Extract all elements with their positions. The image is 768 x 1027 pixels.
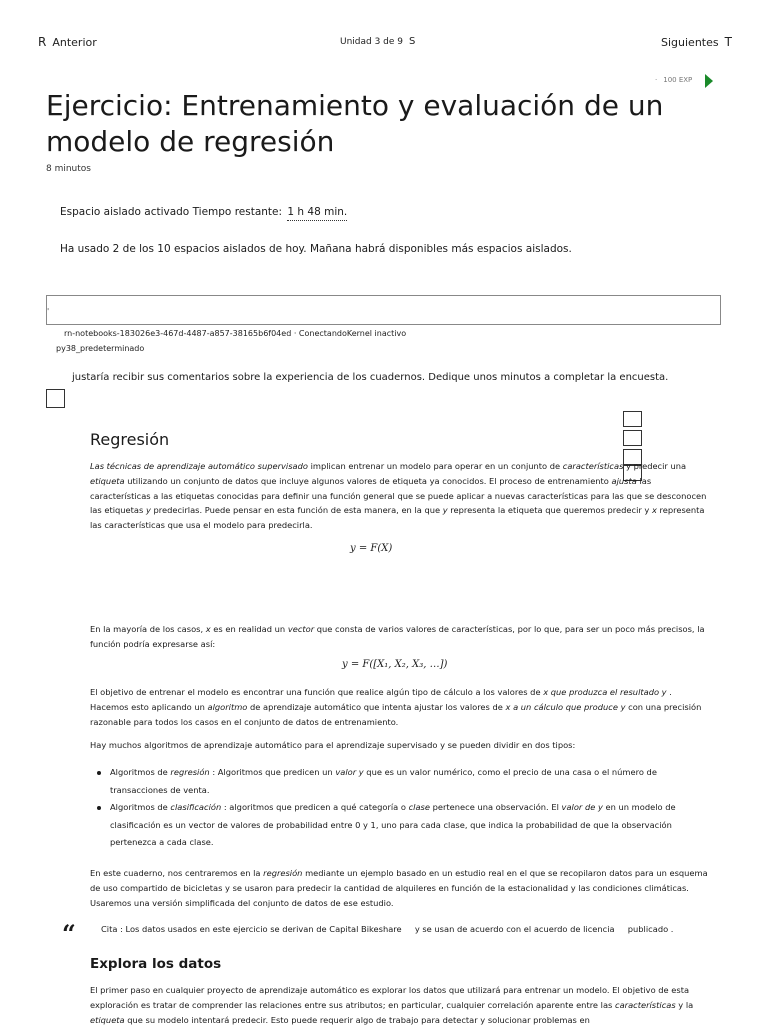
quote-icon: “ (62, 919, 76, 948)
regression-paragraph-4: Hay muchos algoritmos de aprendizaje automático para el aprendizaje supervisado y se pueden dividir en dos tipos: (90, 740, 576, 750)
duration: 8 minutos (46, 164, 91, 174)
explore-paragraph-1: El primer paso en cualquier proyecto de aprendizaje automático es explorar los datos que utilizará para entrenar un modelo. El objetivo de esta exploración es tratar de comprender las relaciones entre sus atributos; en particular, cualquier correlación aparente entre las características y la etiqueta que su modelo intentará predecir. Esto puede requerir algo de trabajo para detectar y solucionar problemas en (90, 985, 694, 1025)
previous-unit-link[interactable] (38, 35, 97, 49)
play-icon[interactable] (705, 74, 713, 88)
cell-toolbar-button-1[interactable] (623, 411, 642, 427)
regression-paragraph-1: Las técnicas de aprendizaje automático supervisado implican entrenar un modelo para operar en un conjunto de características y predecir una etiqueta utilizando un conjunto de datos que incluye algunos valores de etiqueta ya conocidos. El proceso de entrenamiento ajusta las características a las etiquetas conocidas para definir una función general que se puede aplicar a nuevas características para las que se desconocen las etiquetas y predecirlas. Puede pensar en esta función de esta manera, en la que y representa la etiqueta que queremos predecir y x representa las características que usa el modelo para predecirla. (90, 461, 707, 531)
citation-text: Cita : Los datos usados en este ejercicio se derivan de Capital Bikeshare y se usan de acuerdo con el acuerdo de licencia publicado . (101, 924, 674, 934)
sandbox-label: Espacio aislado activado Tiempo restante: (60, 206, 283, 218)
section-heading-explore: Explora los datos (90, 956, 222, 972)
regression-paragraph-5: En este cuaderno, nos centraremos en la regresión mediante un ejemplo basado en un estudio real en el que se recopilaron datos para un esquema de uso compartido de bicicletas y se usaron para predecir la cantidad de alquileres en función de la estacionalidad y las condiciones climáticas. Usaremos una versión simplificada del conjunto de datos de ese estudio. (90, 868, 708, 908)
algorithm-types-list (90, 764, 700, 852)
cell-checkbox[interactable] (46, 389, 65, 408)
unit-indicator[interactable] (340, 36, 415, 47)
exp-badge (655, 76, 692, 84)
formula-y-equals-f-x: y = F(X) (350, 543, 393, 554)
page-title: Ejercicio: Entrenamiento y evaluación de un modelo de regresión (46, 89, 664, 158)
next-unit-link[interactable] (661, 35, 732, 49)
chevron-right-icon: T (724, 35, 732, 49)
kernel-name: py38_predeterminado (56, 344, 145, 353)
formula-vector: y = F([X₁, X₂, X₃, …]) (342, 659, 448, 670)
notebook-path: rn-notebooks-183026e3-467d-4487-a857-38165b6f04ed · ConectandoKernel inactivo (64, 329, 407, 338)
notebook-toolbar-box[interactable] (46, 295, 721, 325)
exp-label: 100 EXP (663, 76, 693, 84)
exp-dot: · (655, 76, 658, 84)
toolbar-tick: ' (47, 307, 50, 316)
unit-label: Unidad 3 de 9 (340, 37, 404, 47)
list-item: Algoritmos de regresión : Algoritmos que predicen un valor y que es un valor numérico, como el precio de una casa o el número de transacciones de venta. (90, 764, 700, 799)
chevron-left-icon: R (38, 35, 47, 49)
regression-paragraph-2: En la mayoría de los casos, x es en realidad un vector que consta de varios valores de características, por lo que, para ser un poco más precisos, la función podría expresarse así: (90, 624, 705, 649)
chevron-down-icon: S (409, 36, 416, 47)
sandbox-status (60, 206, 347, 221)
survey-banner: justaría recibir sus comentarios sobre la experiencia de los cuadernos. Dedique unos minutos a completar la encuesta. (72, 372, 669, 383)
cell-toolbar-button-2[interactable] (623, 430, 642, 446)
sandbox-usage: Ha usado 2 de los 10 espacios aislados de hoy. Mañana habrá disponibles más espacios aislados. (60, 243, 572, 255)
list-item: Algoritmos de clasificación : algoritmos que predicen a qué categoría o clase pertenece una observación. El valor de y en un modelo de clasificación es un vector de valores de probabilidad entre 0 y 1, uno para cada clase, que indica la probabilidad de que la observación pertenezca a cada clase. (90, 799, 700, 852)
section-heading-regression: Regresión (90, 430, 170, 449)
regression-paragraph-3: El objetivo de entrenar el modelo es encontrar una función que realice algún tipo de cálculo a los valores de x que produzca el resultado y . Hacemos esto aplicando un algoritmo de aprendizaje automático que intenta ajustar los valores de x a un cálculo que produce y con una precisión razonable para todos los casos en el conjunto de datos de entrenamiento. (90, 687, 702, 727)
top-navigation (0, 0, 768, 70)
time-remaining: 1 h 48 min. (287, 206, 347, 221)
next-label: Siguientes (661, 36, 719, 49)
previous-label: Anterior (52, 36, 97, 49)
